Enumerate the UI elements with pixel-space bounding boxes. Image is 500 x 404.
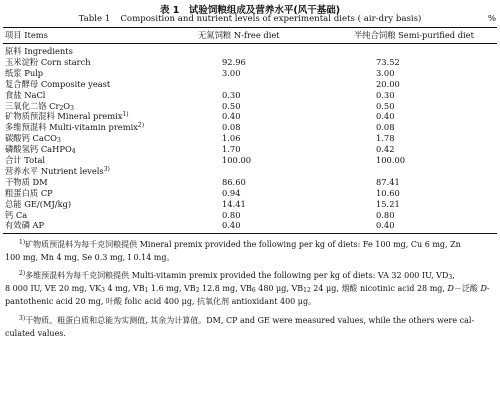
header-rule xyxy=(3,43,497,44)
semi-purified-diet-value: 0.40 xyxy=(376,111,395,122)
semi-purified-diet-value: 0.30 xyxy=(376,89,395,100)
table-row-label: 有效磷 AP xyxy=(5,220,45,231)
bottom-rule xyxy=(3,233,497,234)
footnote-3-cont: culated values. xyxy=(5,329,66,338)
semi-purified-diet-value: 1.78 xyxy=(376,133,395,144)
n-free-diet-value: 0.94 xyxy=(222,187,241,198)
n-free-diet-value: 0.40 xyxy=(222,220,241,231)
header-semi-purified-diet: 半纯合饲粮 Semi-purified diet xyxy=(354,30,474,40)
table-row-label: 粗蛋白质 CP xyxy=(5,187,53,198)
semi-purified-diet-value: 0.08 xyxy=(376,122,395,133)
table-number: Table 1 xyxy=(78,14,111,24)
table-row-label: 复合酵母 Composite yeast xyxy=(5,78,111,89)
semi-purified-diet-value: 0.50 xyxy=(376,100,395,111)
table-row-label: 多维预混料 Multi-vitamin premix$^{2)}$ xyxy=(5,122,145,133)
table-row-label: 玉米淀粉 Corn starch xyxy=(5,56,91,67)
footnote-1-cont: 100 mg, Mn 4 mg, Se 0.3 mg, I 0.14 mg。 xyxy=(5,253,175,262)
table-caption-cn: 表 1 试验饲粮组成及营养水平(风干基础) xyxy=(159,5,341,16)
semi-purified-diet-value: 0.42 xyxy=(376,144,395,155)
table-row-label: 原料 Ingredients xyxy=(5,46,73,56)
footnote-2-line2: 8 000 IU, VE 20 mg, VK xyxy=(5,284,102,293)
top-rule xyxy=(3,27,497,28)
table-row-label: 钙 Ca xyxy=(5,209,28,220)
semi-purified-diet-value: 20.00 xyxy=(376,78,400,89)
footnote-3 xyxy=(5,315,493,326)
n-free-diet-value: 14.41 xyxy=(222,198,246,209)
table-row-label: 合计 Total xyxy=(5,155,46,165)
table-row-label: 纸浆 Pulp xyxy=(5,67,44,78)
semi-purified-diet-value: 3.00 xyxy=(376,67,395,78)
footnote-1-mark: 1) xyxy=(19,239,26,246)
n-free-diet-value: 0.80 xyxy=(222,209,241,220)
semi-purified-diet-value: 0.80 xyxy=(376,209,395,220)
table-row-label: 干物质 DM xyxy=(5,176,48,187)
footnote-2-cont: 8 000 IU, VE 20 mg, $VK_3$ 4 mg, $VB_1$ 1.6 mg, $VB_2$ 12.8 mg, $VB_6$ 480 μg, $VB_{12}$ 24 μg, 烟酸 nicotinic acid 28 mg, D－泛酸 D- xyxy=(5,284,490,294)
table-caption-en-text: Composition and nutrient levels of experimental diets ( air-dry basis) xyxy=(120,14,422,24)
n-free-diet-value: 100.00 xyxy=(222,155,252,165)
table-row-label: 营养水平 Nutrient levels$^{3)}$ xyxy=(5,165,110,176)
table-row-label: 碳酸钙 CaCO$_3$ xyxy=(5,133,61,145)
footnote-2-line1: 多维预混料为每千克饲粮提供 Multi-vitamin premix provided the following per kg of diets: VA 32 000 IU, VD xyxy=(25,271,449,280)
table-unit: % xyxy=(487,14,496,24)
footnote-2-line3: pantothenic acid 20 mg, 叶酸 folic acid 400 μg, 抗氧化剂 antioxidant 400 μg。 xyxy=(5,297,317,306)
table-caption-en xyxy=(0,14,500,24)
n-free-diet-value: 3.00 xyxy=(222,67,241,78)
table-row-label: 食盐 NaCl xyxy=(5,89,46,100)
semi-purified-diet-value: 87.41 xyxy=(376,176,400,187)
footnote-3-mark: 3) xyxy=(19,315,26,322)
n-free-diet-value: 1.06 xyxy=(222,133,241,144)
n-free-diet-value: 92.96 xyxy=(222,56,246,67)
footnote-3-line1: 干物质、粗蛋白质和总能为实测值, 其余为计算值。DM, CP and GE were measured values, while the others were cal- xyxy=(25,316,475,325)
table-row-label: 磷酸氢钙 CaHPO$_4$ xyxy=(5,144,76,156)
footnote-2: $^{2)}$多维预混料为每千克饲粮提供 Multi-vitamin premix provided the following per kg of diets: VA 32 000 IU, $VD_3$, xyxy=(19,270,455,281)
semi-purified-diet-value: 15.21 xyxy=(376,198,400,209)
table-row-label: 总能 GE/(MJ/kg) xyxy=(5,198,72,209)
n-free-diet-value: 0.50 xyxy=(222,100,241,111)
n-free-diet-value: 1.70 xyxy=(222,144,241,155)
semi-purified-diet-value: 10.60 xyxy=(376,187,400,198)
footnote-1 xyxy=(5,239,493,250)
n-free-diet-value: 86.60 xyxy=(222,176,246,187)
header-items: 项目 Items xyxy=(5,30,48,40)
semi-purified-diet-value: 0.40 xyxy=(376,220,395,231)
footnote-2-mark: 2) xyxy=(19,270,26,277)
table-row-label: 矿物质预混料 Mineral premix$^{1)}$ xyxy=(5,111,129,122)
table-row-label: 三氧化二铬 $Cr_2O_3$ xyxy=(5,100,74,112)
n-free-diet-value: 0.40 xyxy=(222,111,241,122)
n-free-diet-value: 0.08 xyxy=(222,122,241,133)
semi-purified-diet-value: 100.00 xyxy=(376,155,406,165)
header-n-free-diet: 无氮饲粮 N-free diet xyxy=(198,30,280,40)
semi-purified-diet-value: 73.52 xyxy=(376,56,400,67)
n-free-diet-value: 0.30 xyxy=(222,89,241,100)
footnote-1-line1: 矿物质预混料为每千克饲粮提供 Mineral premix provided the following per kg of diets: Fe 100 mg, Cu 6 mg, Zn xyxy=(25,240,461,249)
